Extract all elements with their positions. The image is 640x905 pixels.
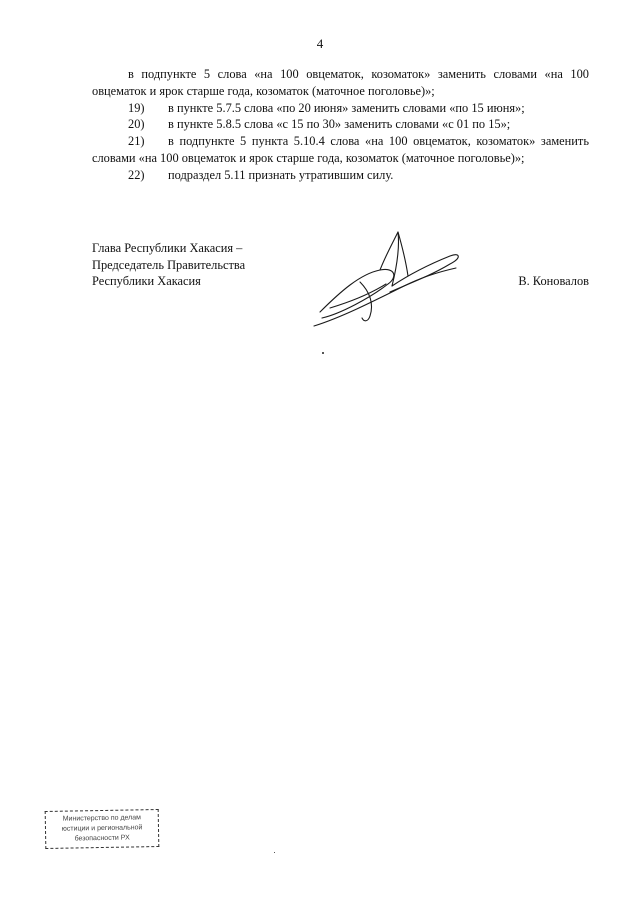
paragraph-subitem-5	[92, 66, 589, 100]
scan-artifact	[322, 352, 324, 354]
registration-stamp	[45, 809, 160, 849]
item-number: 20)	[128, 117, 145, 132]
signer-title-line: Председатель Правительства	[92, 257, 246, 272]
signer-title-line: Глава Республики Хакасия –	[92, 241, 243, 255]
item-number: 19)	[128, 100, 145, 115]
item-text: подраздел 5.11 признать утратившим силу.	[168, 167, 394, 182]
item-number: 21)	[128, 134, 145, 149]
page-number: 4	[316, 36, 324, 51]
signer-title-line: Республики Хакасия	[92, 274, 201, 289]
paragraph-text: в подпункте 5 слова «на 100 овцематок, козоматок» заменить словами «на 100 овцематок и ярок старше года, козоматок (маточное поголовье)»;	[92, 67, 589, 98]
document-body	[92, 66, 589, 184]
signer-name: В. Коновалов	[518, 274, 589, 288]
item-text: в подпункте 5 пункта 5.10.4 слова «на 100 овцематок, козоматок» заменить словами «на 100 овцематок и ярок старше года, козоматок (маточное поголовье)»;	[92, 134, 589, 165]
item-text: в пункте 5.7.5 слова «по 20 июня» заменить словами «по 15 июня»;	[168, 100, 525, 115]
list-item-22	[92, 167, 589, 184]
item-number: 22)	[128, 167, 145, 182]
stamp-line: безопасности РХ	[74, 834, 130, 843]
stamp-line: Министерство по делам	[62, 814, 142, 823]
item-text: в пункте 5.8.5 слова «с 15 по 30» заменить словами «с 01 по 15»;	[168, 117, 511, 132]
stamp-line: юстиции и региональной	[61, 824, 143, 833]
list-item-20	[92, 116, 589, 133]
scan-artifact	[274, 852, 275, 853]
handwritten-signature	[300, 222, 470, 352]
list-item-21	[92, 133, 589, 167]
list-item-19	[92, 100, 589, 117]
